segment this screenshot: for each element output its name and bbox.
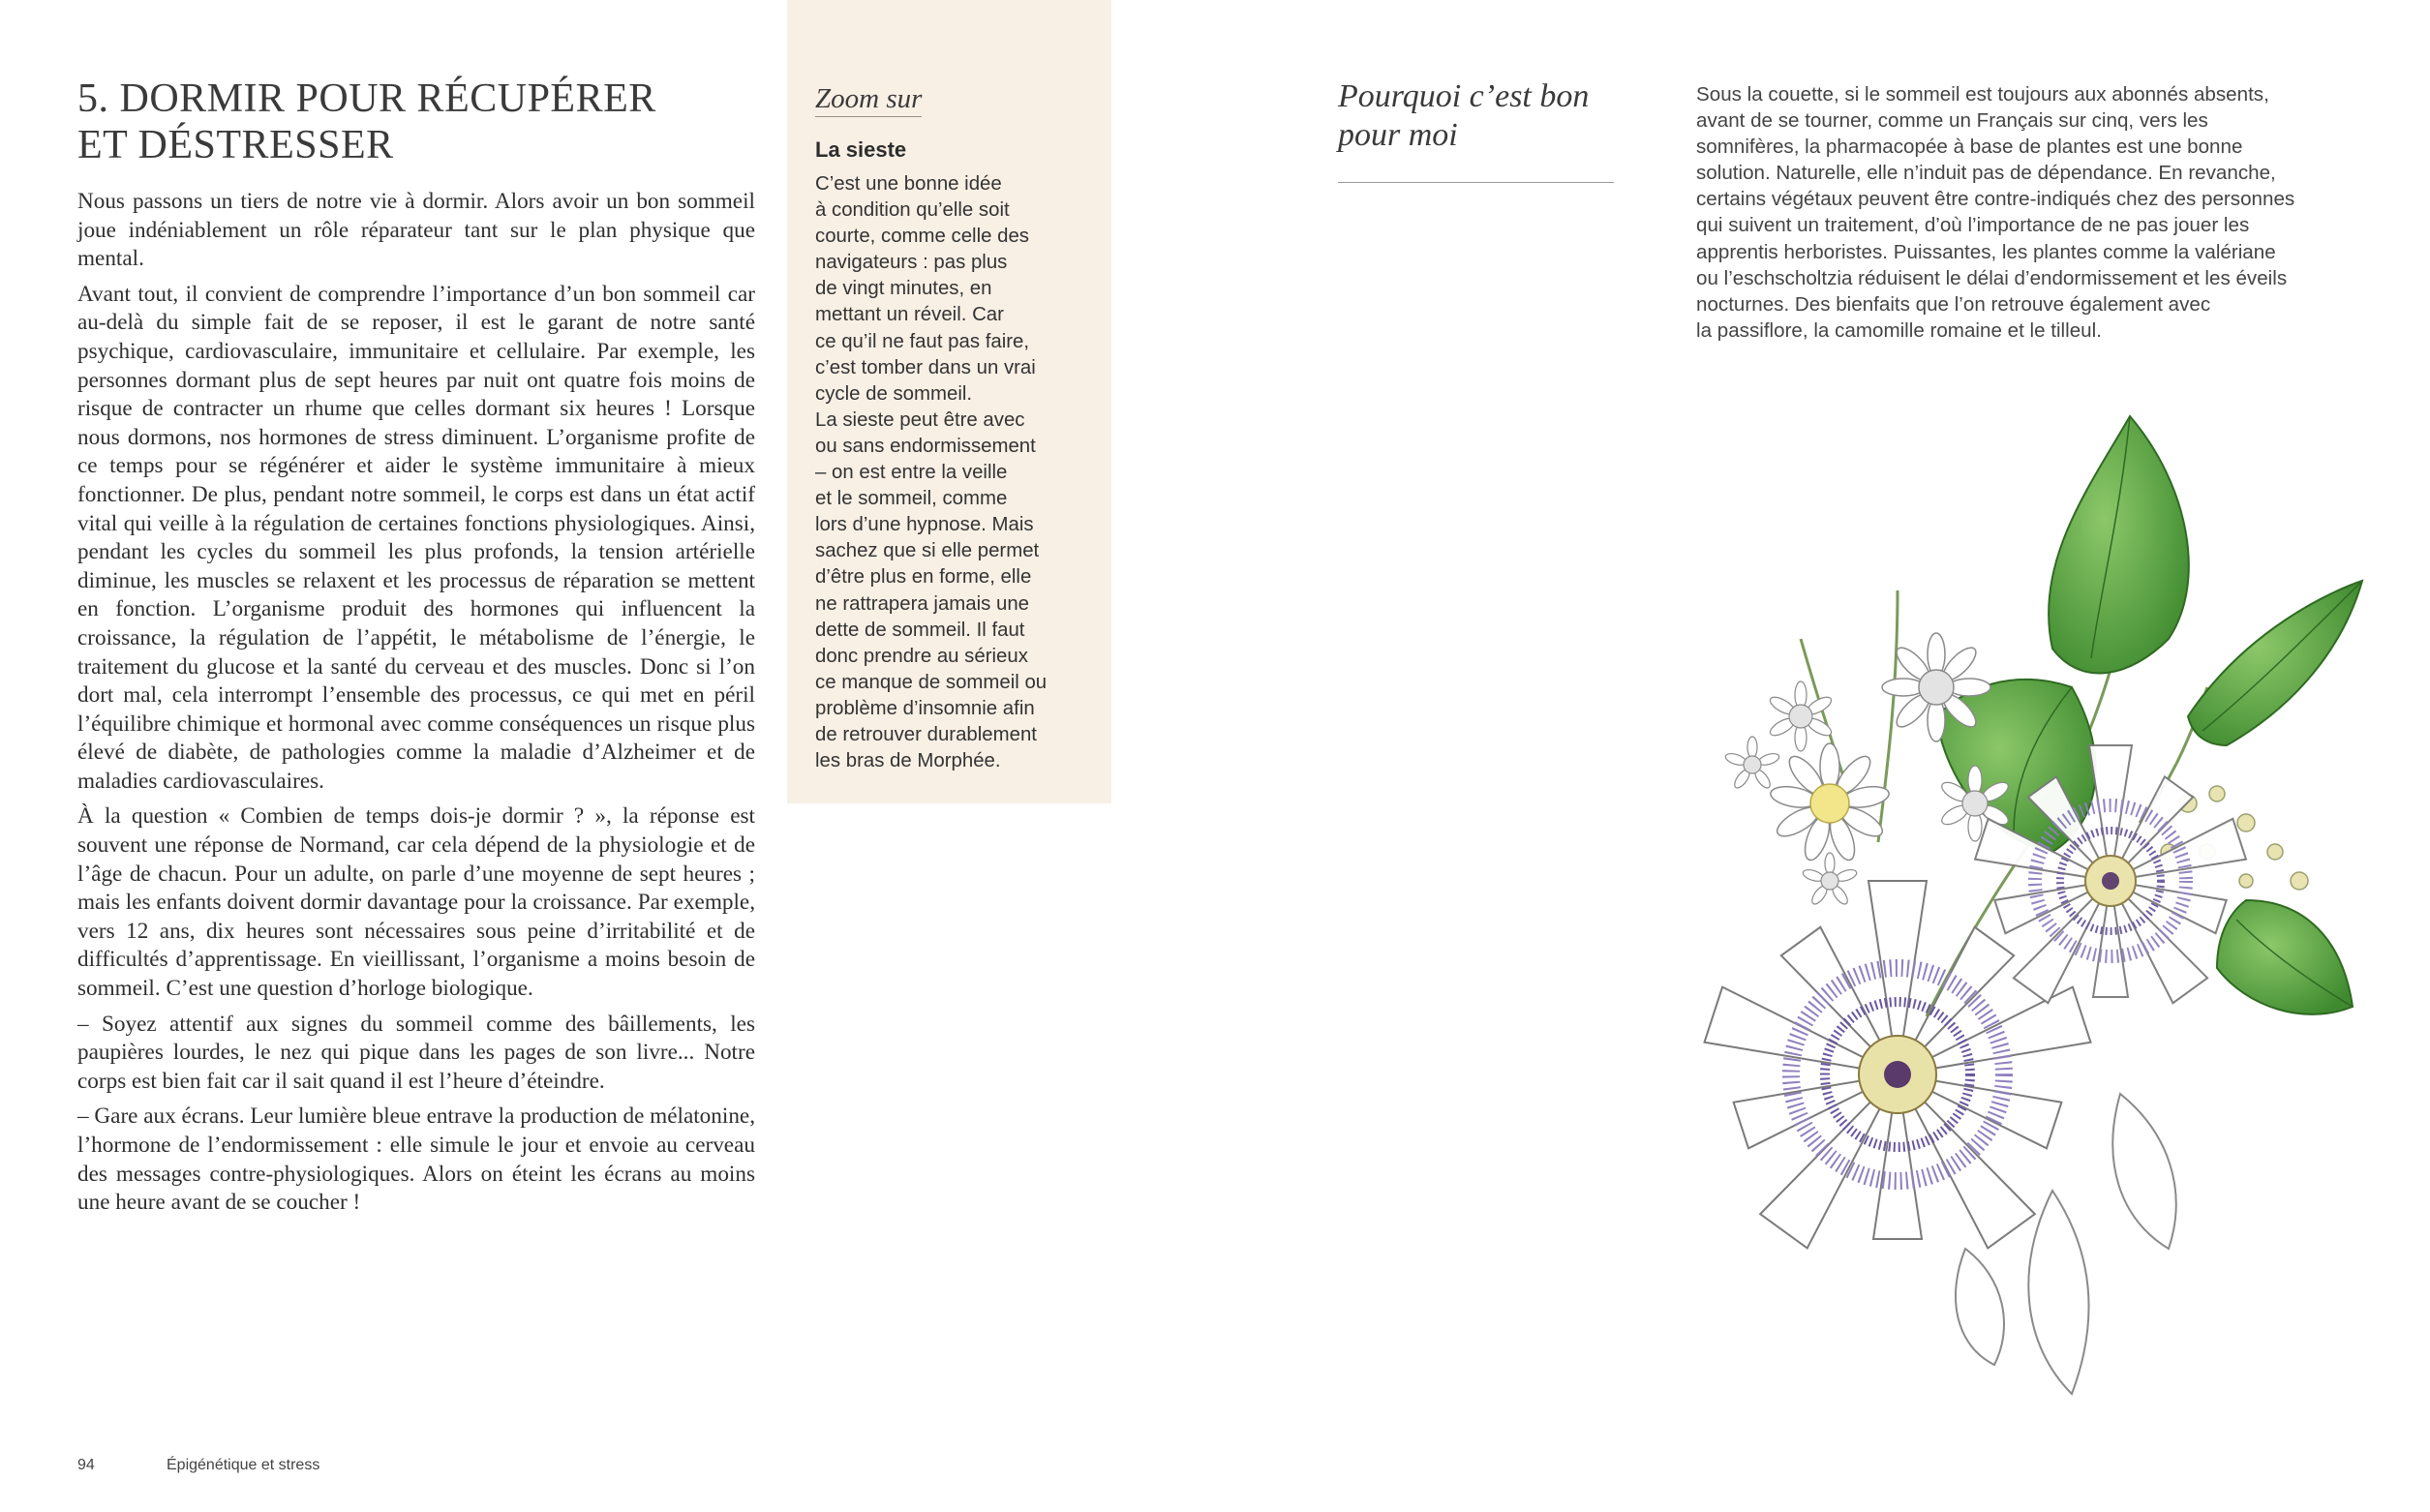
zoom-line: et le sommeil, comme bbox=[815, 488, 1008, 510]
zoom-line: lors d’une hypnose. Mais bbox=[815, 514, 1034, 536]
why-line: Sous la couette, si le sommeil est toujours aux abonnés absents, bbox=[1696, 83, 2269, 106]
zoom-body-text bbox=[815, 171, 1096, 774]
why-line: qui suivent un traitement, d’où l’importance de ne pas jouer les bbox=[1696, 214, 2250, 237]
zoom-line: C’est une bonne idée bbox=[815, 173, 1002, 195]
zoom-line: La sieste peut être avec bbox=[815, 408, 1025, 431]
zoom-line: courte, comme celle des bbox=[815, 226, 1029, 248]
why-line: solution. Naturelle, elle n’induit pas de dépendance. En revanche, bbox=[1696, 162, 2276, 185]
why-line: apprentis herboristes. Puissantes, les plantes comme la valériane bbox=[1696, 240, 2276, 263]
why-line: certains végétaux peuvent être contre-indiqués chez des personnes bbox=[1696, 188, 2295, 211]
body-paragraph: – Gare aux écrans. Leur lumière bleue entrave la production de mélatonine, l’hormone de l’endormissement : elle simule le jour et envoie au cerveau des messages contre-physiologiques. Alors on éteint les écrans au moins une heure avant de se coucher ! bbox=[77, 1104, 755, 1216]
why-heading bbox=[1338, 77, 1628, 155]
zoom-label: Zoom sur bbox=[815, 83, 922, 117]
why-line: avant de se tourner, comme un Français sur cinq, vers les bbox=[1696, 109, 2208, 133]
zoom-title: La sieste bbox=[815, 137, 907, 162]
zoom-line: les bras de Morphée. bbox=[815, 750, 1001, 772]
zoom-line: de retrouver durablement bbox=[815, 723, 1037, 745]
why-heading-line: Pourquoi c’est bon bbox=[1338, 78, 1590, 114]
zoom-line: problème d’insomnie afin bbox=[815, 697, 1035, 719]
zoom-line: ce manque de sommeil ou bbox=[815, 671, 1048, 693]
zoom-line: mettant un réveil. Car bbox=[815, 304, 1004, 326]
zoom-line: de vingt minutes, en bbox=[815, 278, 992, 300]
running-footer-section: Épigénétique et stress bbox=[167, 1457, 320, 1473]
body-paragraph: Avant tout, il convient de comprendre l’importance d’un bon sommeil car au-delà du simple fait de se reposer, il est le garant de notre santé psychique, cardiovasculaire, immunitaire et cellulaire. Par exemple, les personnes dormant plus de sept heures par nuit ont quatre fois moins de risque de contracter un rhume que celles dormant six heures ! Lorsque nous dormons, nos hormones de stress diminuent. L’organisme profite de ce temps pour se régénérer et aider le système immunitaire à mieux fonctionner. De plus, pendant notre sommeil, le corps est dans un état actif vital qui veille à la régulation de certaines fonctions physiologiques. Ainsi, pendant les cycles du sommeil les plus profonds, la tension artérielle diminue, les muscles se relaxent et les processus de réparation se mettent en fonction. L’organisme produit des hormones qui influencent la croissance, la régulation de l’appétit, le métabolisme de l’énergie, le traitement du glucose et la santé du cerveau et des muscles. Donc si l’on dort mal, cela interrompt l’ensemble des processus, ce qui met en péril l’équilibre chimique et hormonal avec comme conséquences un risque plus élevé de diabète, de pathologies comme la maladie d’Alzheimer et de maladies cardiovasculaires. bbox=[77, 281, 755, 794]
zoom-line: à condition qu’elle soit bbox=[815, 199, 1010, 222]
zoom-line: ou sans endormissement bbox=[815, 435, 1036, 457]
main-heading bbox=[77, 76, 775, 168]
herbal-flowers-illustration bbox=[1510, 397, 2382, 1413]
body-paragraph: À la question « Combien de temps dois-je dormir ? », la réponse est souvent une réponse de Normand, car cela dépend de la physiologie et de l’âge de chacun. Pour un adulte, on parle d’une moyenne de sept heures ; mais les enfants doivent dormir davantage pour la croissance. Par exemple, vers 12 ans, dix heures sont nécessaires sous peine d’irritabilité et de difficultés d’apprentissage. En vieillissant, l’organisme a moins besoin de sommeil. C’est une question d’horloge biologique. bbox=[77, 803, 755, 1002]
main-body-text bbox=[77, 188, 755, 1225]
zoom-line: donc prendre au sérieux bbox=[815, 645, 1028, 667]
zoom-line: dette de sommeil. Il faut bbox=[815, 619, 1025, 641]
why-line: nocturnes. Des bienfaits que l’on retrouve également avec bbox=[1696, 292, 2211, 316]
zoom-line: cycle de sommeil. bbox=[815, 382, 973, 405]
body-paragraph: – Soyez attentif aux signes du sommeil comme des bâillements, les paupières lourdes, le nez qui pique dans les pages de son livre... Notre corps est bien fait car il sait quand il est l’heure d’éteindre. bbox=[77, 1011, 755, 1094]
zoom-line: – on est entre la veille bbox=[815, 462, 1008, 484]
main-heading-line: ET DÉSTRESSER bbox=[77, 123, 394, 167]
zoom-line: sachez que si elle permet bbox=[815, 540, 1040, 562]
why-line: la passiflore, la camomille romaine et le tilleul. bbox=[1696, 318, 2102, 342]
zoom-line: ne rattrapera jamais une bbox=[815, 592, 1030, 615]
body-paragraph: Nous passons un tiers de notre vie à dormir. Alors avoir un bon sommeil joue indéniablement un rôle réparateur tant sur le plan physique que mental. bbox=[77, 189, 755, 272]
why-body-text bbox=[1696, 81, 2384, 344]
zoom-line: navigateurs : pas plus bbox=[815, 252, 1008, 274]
zoom-line: d’être plus en forme, elle bbox=[815, 566, 1032, 589]
why-divider bbox=[1338, 182, 1614, 183]
main-heading-line: 5. DORMIR POUR RÉCUPÉRER bbox=[77, 76, 656, 121]
zoom-line: ce qu’il ne faut pas faire, bbox=[815, 330, 1030, 352]
zoom-line: c’est tomber dans un vrai bbox=[815, 356, 1036, 378]
why-line: ou l’eschscholtzia réduisent le délai d’endormissement et les éveils bbox=[1696, 266, 2288, 289]
why-heading-line: pour moi bbox=[1338, 117, 1458, 153]
why-line: somnifères, la pharmacopée à base de plantes est une bonne bbox=[1696, 136, 2243, 159]
page-number: 94 bbox=[77, 1457, 95, 1473]
